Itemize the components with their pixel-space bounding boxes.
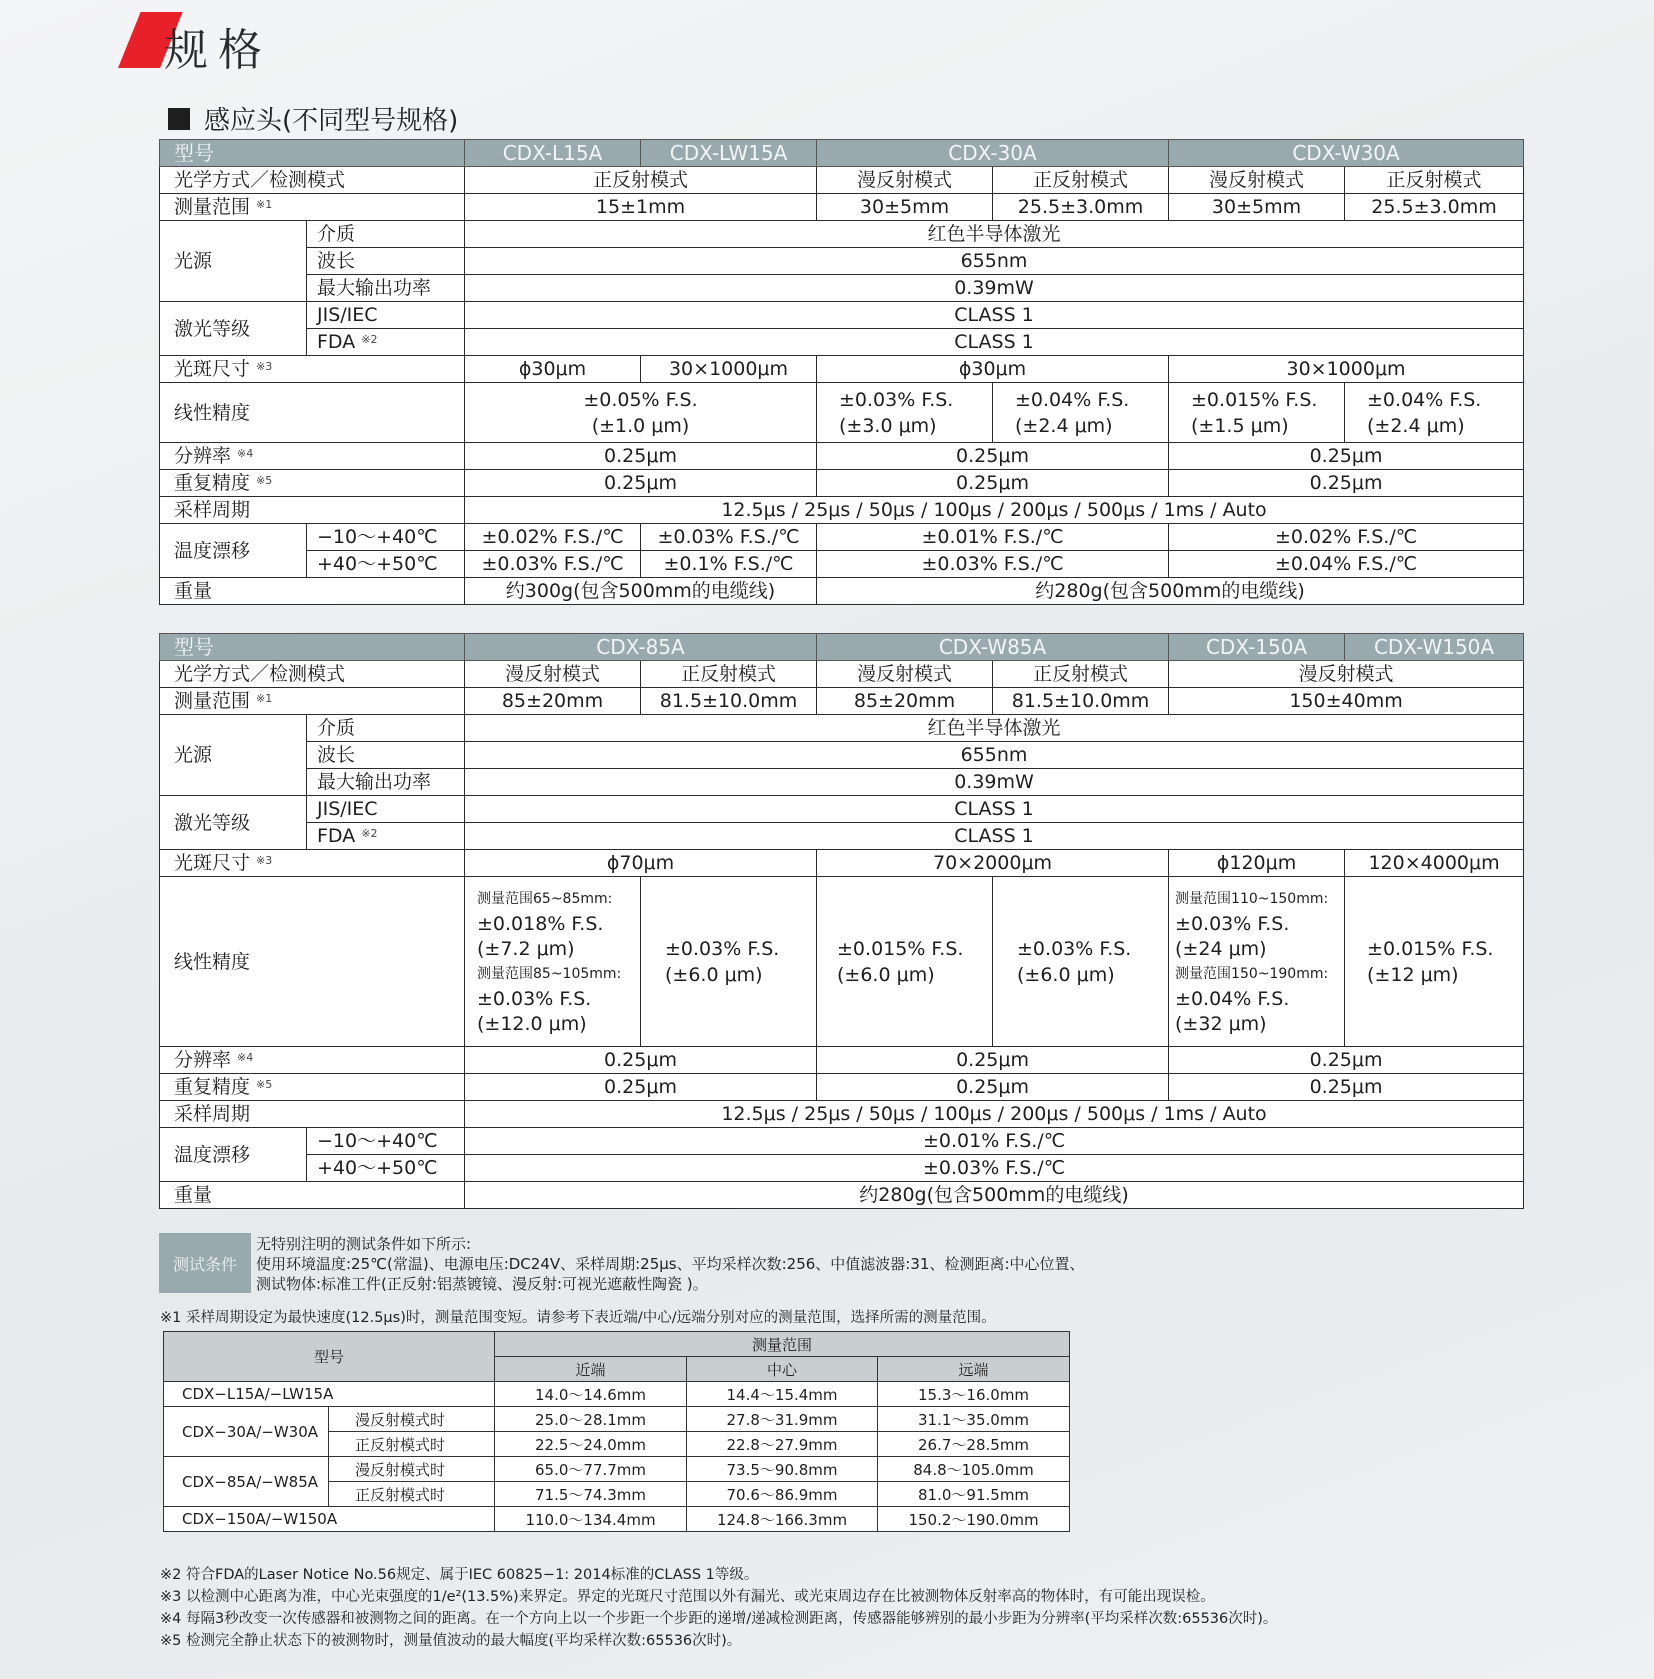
table-row — [164, 1407, 1070, 1432]
sub-label: 介质 — [307, 221, 465, 248]
sub-label: 介质 — [307, 715, 465, 742]
sub-label: −10～+40℃ — [307, 1128, 465, 1155]
table-row — [160, 850, 1524, 877]
row-label: 重复精度 $^{※5}$ — [160, 1074, 465, 1101]
row-label: 光斑尺寸 $^{※3}$ — [160, 850, 465, 877]
cell: 正反射模式 — [465, 167, 817, 194]
cell: ±0.03% F.S./℃ — [641, 524, 817, 551]
cell: ±0.02% F.S./℃ — [1169, 524, 1524, 551]
cell: 27.8～31.9mm — [687, 1407, 878, 1432]
cell: 70.6～86.9mm — [687, 1482, 878, 1507]
range-model: CDX−30A/−W30A — [164, 1407, 329, 1457]
table-row — [160, 742, 1524, 769]
row-label: 重复精度 $^{※5}$ — [160, 470, 465, 497]
cell: ±0.015% F.S. (±6.0 μm) — [817, 877, 993, 1047]
table-row — [160, 1101, 1524, 1128]
header-model: CDX-W85A — [817, 634, 1169, 661]
table-row — [160, 715, 1524, 742]
table-row — [160, 823, 1524, 850]
range-table — [163, 1331, 1070, 1532]
footnote-2: ※2 符合FDA的Laser Notice No.56规定、属于IEC 60825−1: 2014标准的CLASS 1等级。 — [160, 1567, 759, 1583]
cell: 30×1000μm — [1169, 356, 1524, 383]
cell: 81.5±10.0mm — [641, 688, 817, 715]
cell: 73.5～90.8mm — [687, 1457, 878, 1482]
cell: ϕ30μm — [465, 356, 641, 383]
sub-label: −10～+40℃ — [307, 524, 465, 551]
cell: 655nm — [465, 742, 1524, 769]
table-row — [160, 443, 1524, 470]
cell: 0.25μm — [1169, 1047, 1524, 1074]
range-mode: 正反射模式时 — [329, 1482, 495, 1507]
cell: 漫反射模式 — [817, 661, 993, 688]
sub-label: +40～+50℃ — [307, 1155, 465, 1182]
sub-label: 波长 — [307, 248, 465, 275]
table-row — [160, 1182, 1524, 1209]
cell: 81.5±10.0mm — [993, 688, 1169, 715]
range-mode: 漫反射模式时 — [329, 1407, 495, 1432]
cell: 22.8～27.9mm — [687, 1432, 878, 1457]
cell: ±0.015% F.S. (±12 μm) — [1345, 877, 1524, 1047]
section-square-icon — [168, 108, 190, 130]
cell: 25.5±3.0mm — [1345, 194, 1524, 221]
range-col-near: 近端 — [495, 1357, 687, 1382]
row-label: 激光等级 — [160, 796, 307, 850]
table-row — [160, 551, 1524, 578]
cell: 红色半导体激光 — [465, 715, 1524, 742]
row-label: 温度漂移 — [160, 1128, 307, 1182]
row-label: 分辨率 $^{※4}$ — [160, 1047, 465, 1074]
table-row — [160, 1074, 1524, 1101]
cell: 约300g(包含500mm的电缆线) — [465, 578, 817, 605]
table-row — [160, 796, 1524, 823]
header-model: CDX-L15A — [465, 140, 641, 167]
cell: 正反射模式 — [641, 661, 817, 688]
page-title: 规格 — [164, 25, 272, 76]
table-row — [164, 1457, 1070, 1482]
cell: ±0.03% F.S. (±3.0 μm) — [817, 383, 993, 443]
cell: 0.25μm — [1169, 443, 1524, 470]
cell: 85±20mm — [817, 688, 993, 715]
table-row — [160, 383, 1524, 443]
cell: ±0.01% F.S./℃ — [817, 524, 1169, 551]
range-col-center: 中心 — [687, 1357, 878, 1382]
cell: 0.25μm — [465, 470, 817, 497]
row-label: 分辨率 $^{※4}$ — [160, 443, 465, 470]
cell: ±0.02% F.S./℃ — [465, 524, 641, 551]
row-label: 重量 — [160, 1182, 465, 1209]
cell: 漫反射模式 — [1169, 167, 1345, 194]
cell: 30±5mm — [1169, 194, 1345, 221]
cell: ±0.03% F.S. (±6.0 μm) — [641, 877, 817, 1047]
table-row — [160, 1128, 1524, 1155]
table-header-row — [160, 140, 1524, 167]
footnote-5: ※5 检测完全静止状态下的被测物时，测量值波动的最大幅度(平均采样次数:65536次时)。 — [160, 1633, 742, 1649]
cell: 0.25μm — [465, 443, 817, 470]
table-row — [160, 167, 1524, 194]
table-row — [160, 497, 1524, 524]
cell: 0.25μm — [1169, 1074, 1524, 1101]
cell: 15±1mm — [465, 194, 817, 221]
range-col-far: 远端 — [878, 1357, 1070, 1382]
cell: ±0.01% F.S./℃ — [465, 1128, 1524, 1155]
header-model: CDX-W150A — [1345, 634, 1524, 661]
cell: 31.1～35.0mm — [878, 1407, 1070, 1432]
row-label: 采样周期 — [160, 497, 465, 524]
cell: ±0.1% F.S./℃ — [641, 551, 817, 578]
table-row — [164, 1382, 1070, 1407]
test-conditions-label: 测试条件 — [159, 1233, 251, 1293]
row-label: 光学方式／检测模式 — [160, 661, 465, 688]
cell: 正反射模式 — [1345, 167, 1524, 194]
cell: CLASS 1 — [465, 823, 1524, 850]
cell: 0.25μm — [817, 1074, 1169, 1101]
sub-label: JIS/IEC — [307, 302, 465, 329]
cell: 0.39mW — [465, 275, 1524, 302]
cell: ±0.04% F.S. (±2.4 μm) — [993, 383, 1169, 443]
table-row — [160, 578, 1524, 605]
cell: 14.0～14.6mm — [495, 1382, 687, 1407]
cell: ±0.03% F.S./℃ — [465, 551, 641, 578]
row-label: 光源 — [160, 221, 307, 302]
footnote-4: ※4 每隔3秒改变一次传感器和被测物之间的距离。在一个方向上以一个步距一个步距的递增/递减检测距离，传感器能够辨别的最小步距为分辨率(平均采样次数:65536次时)。 — [160, 1611, 1278, 1627]
spec-table-2 — [159, 633, 1524, 1209]
cell: 0.25μm — [817, 470, 1169, 497]
table-row — [160, 661, 1524, 688]
footnote-1: ※1 采样周期设定为最快速度(12.5μs)时，测量范围变短。请参考下表近端/中心/远端分别对应的测量范围，选择所需的测量范围。 — [160, 1310, 996, 1326]
header-model: CDX-150A — [1169, 634, 1345, 661]
table-header-row — [160, 634, 1524, 661]
cell: ±0.05% F.S. (±1.0 μm) — [465, 383, 817, 443]
cell: 约280g(包含500mm的电缆线) — [465, 1182, 1524, 1209]
cell: 22.5～24.0mm — [495, 1432, 687, 1457]
footnote-3: ※3 以检测中心距离为准，中心光束强度的1/e²(13.5%)来界定。界定的光斑尺寸范围以外有漏光、或光束周边存在比被测物体反射率高的物体时，有可能出现误检。 — [160, 1589, 1215, 1605]
table-row — [160, 1155, 1524, 1182]
cell: 红色半导体激光 — [465, 221, 1524, 248]
cell: 测量范围65~85mm: ±0.018% F.S. (±7.2 μm) 测量范围85~105mm: ±0.03% F.S. (±12.0 μm) — [465, 877, 641, 1047]
cell: 655nm — [465, 248, 1524, 275]
row-label: 重量 — [160, 578, 465, 605]
table-row — [160, 275, 1524, 302]
range-mode: 漫反射模式时 — [329, 1457, 495, 1482]
range-model: CDX−85A/−W85A — [164, 1457, 329, 1507]
row-label: 测量范围 $^{※1}$ — [160, 688, 465, 715]
cell: 正反射模式 — [993, 167, 1169, 194]
row-label: 光源 — [160, 715, 307, 796]
cell: ϕ120μm — [1169, 850, 1345, 877]
cell: 71.5～74.3mm — [495, 1482, 687, 1507]
cell: 70×2000μm — [817, 850, 1169, 877]
cell: 漫反射模式 — [1169, 661, 1524, 688]
header-model: CDX-LW15A — [641, 140, 817, 167]
cell: 约280g(包含500mm的电缆线) — [817, 578, 1524, 605]
section-title-text: 感应头(不同型号规格) — [204, 106, 459, 136]
range-model: CDX−150A/−W150A — [164, 1507, 495, 1532]
range-mode: 正反射模式时 — [329, 1432, 495, 1457]
sub-label: 最大输出功率 — [307, 275, 465, 302]
table-row — [160, 1047, 1524, 1074]
cell: CLASS 1 — [465, 329, 1524, 356]
cell: 150.2～190.0mm — [878, 1507, 1070, 1532]
header-model: CDX-85A — [465, 634, 817, 661]
cell: CLASS 1 — [465, 302, 1524, 329]
row-label: 线性精度 — [160, 877, 465, 1047]
cell: 81.0～91.5mm — [878, 1482, 1070, 1507]
sub-label: +40～+50℃ — [307, 551, 465, 578]
cell: 124.8～166.3mm — [687, 1507, 878, 1532]
range-model: CDX−L15A/−LW15A — [164, 1382, 495, 1407]
row-label: 温度漂移 — [160, 524, 307, 578]
cell: ϕ30μm — [817, 356, 1169, 383]
cell: 110.0～134.4mm — [495, 1507, 687, 1532]
sub-label: JIS/IEC — [307, 796, 465, 823]
table-row — [160, 688, 1524, 715]
cell: 25.0～28.1mm — [495, 1407, 687, 1432]
cell: 0.39mW — [465, 769, 1524, 796]
cell: 0.25μm — [1169, 470, 1524, 497]
range-model-header: 型号 — [164, 1332, 495, 1382]
cell: ±0.015% F.S. (±1.5 μm) — [1169, 383, 1345, 443]
cell: ϕ70μm — [465, 850, 817, 877]
table-row — [160, 470, 1524, 497]
cell: 150±40mm — [1169, 688, 1524, 715]
sub-label: 波长 — [307, 742, 465, 769]
cell: 30±5mm — [817, 194, 993, 221]
header-model-label: 型号 — [160, 140, 465, 167]
section-title — [168, 100, 458, 137]
cell: 65.0～77.7mm — [495, 1457, 687, 1482]
cell: 正反射模式 — [993, 661, 1169, 688]
cell: CLASS 1 — [465, 796, 1524, 823]
table-row — [164, 1507, 1070, 1532]
table-row — [160, 356, 1524, 383]
range-header: 测量范围 — [495, 1332, 1070, 1357]
cell: 0.25μm — [817, 443, 1169, 470]
sub-label: FDA $^{※2}$ — [307, 329, 465, 356]
table-row — [160, 524, 1524, 551]
header-model-label: 型号 — [160, 634, 465, 661]
sub-label: 最大输出功率 — [307, 769, 465, 796]
table-row — [160, 248, 1524, 275]
cell: 30×1000μm — [641, 356, 817, 383]
range-header-row — [164, 1332, 1070, 1357]
cell: 15.3～16.0mm — [878, 1382, 1070, 1407]
row-label: 激光等级 — [160, 302, 307, 356]
spec-table-1 — [159, 139, 1524, 605]
row-label: 线性精度 — [160, 383, 465, 443]
table-row — [160, 877, 1524, 1047]
table-row — [160, 302, 1524, 329]
cell: 0.25μm — [465, 1047, 817, 1074]
cell: ±0.04% F.S. (±2.4 μm) — [1345, 383, 1524, 443]
table-row — [160, 769, 1524, 796]
cell: ±0.03% F.S./℃ — [817, 551, 1169, 578]
row-label: 采样周期 — [160, 1101, 465, 1128]
cell: 85±20mm — [465, 688, 641, 715]
cell: ±0.03% F.S. (±6.0 μm) — [993, 877, 1169, 1047]
header-model: CDX-30A — [817, 140, 1169, 167]
cell: 测量范围110~150mm: ±0.03% F.S. (±24 μm) 测量范围150~190mm: ±0.04% F.S. (±32 μm) — [1169, 877, 1345, 1047]
cell: ±0.03% F.S./℃ — [465, 1155, 1524, 1182]
sub-label: FDA $^{※2}$ — [307, 823, 465, 850]
row-label: 测量范围 $^{※1}$ — [160, 194, 465, 221]
table-row — [160, 221, 1524, 248]
cell: 漫反射模式 — [465, 661, 641, 688]
cell: 0.25μm — [465, 1074, 817, 1101]
cell: 0.25μm — [817, 1047, 1169, 1074]
table-row — [160, 194, 1524, 221]
row-label: 光斑尺寸 $^{※3}$ — [160, 356, 465, 383]
cell: 14.4～15.4mm — [687, 1382, 878, 1407]
cell: 120×4000μm — [1345, 850, 1524, 877]
test-conditions-text: 无特别注明的测试条件如下所示: 使用环境温度:25℃(常温)、电源电压:DC24V、采样周期:25μs、平均采样次数:256、中值滤波器:31、检测距离:中心位置、 测试物体:标准工件(正反射:铝蒸镀镜、漫反射:可视光遮蔽性陶瓷 )。 — [256, 1235, 1085, 1293]
row-label: 光学方式／检测模式 — [160, 167, 465, 194]
cell: 漫反射模式 — [817, 167, 993, 194]
cell: ±0.04% F.S./℃ — [1169, 551, 1524, 578]
header-model: CDX-W30A — [1169, 140, 1524, 167]
table-row — [160, 329, 1524, 356]
cell: 12.5μs / 25μs / 50μs / 100μs / 200μs / 500μs / 1ms / Auto — [465, 497, 1524, 524]
cell: 84.8～105.0mm — [878, 1457, 1070, 1482]
cell: 12.5μs / 25μs / 50μs / 100μs / 200μs / 500μs / 1ms / Auto — [465, 1101, 1524, 1128]
cell: 26.7～28.5mm — [878, 1432, 1070, 1457]
cell: 25.5±3.0mm — [993, 194, 1169, 221]
